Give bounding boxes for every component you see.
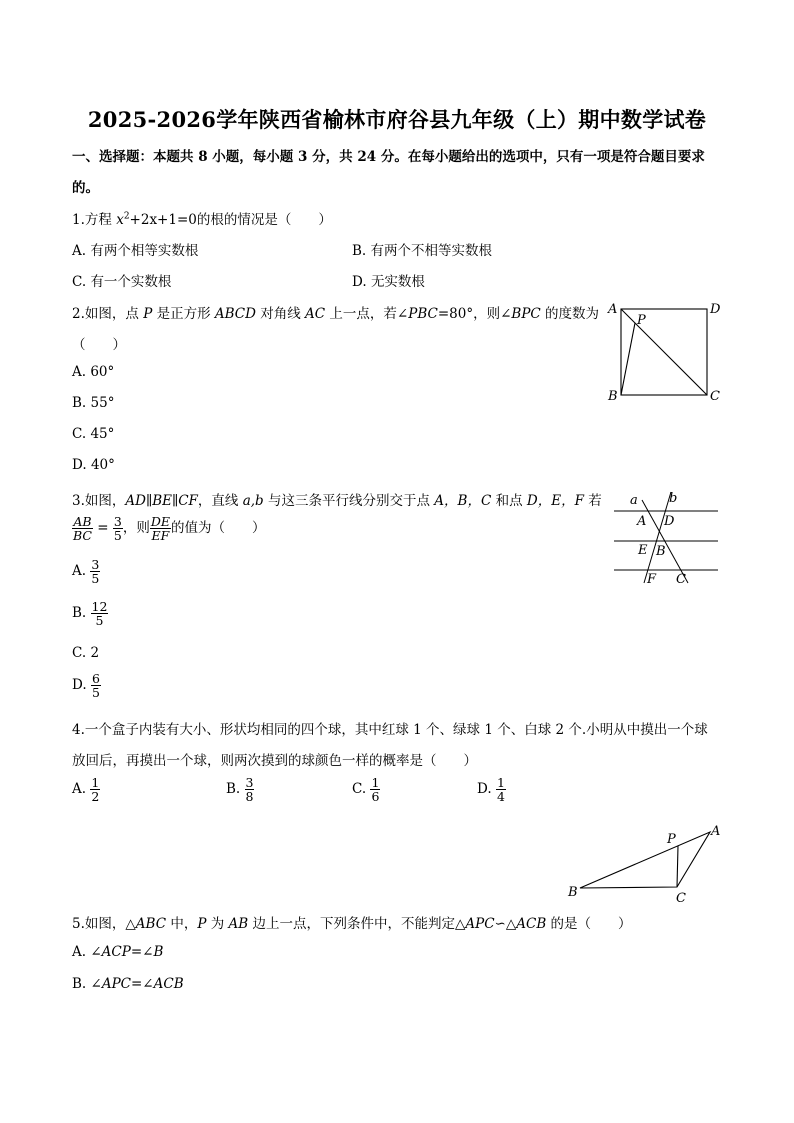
q4-option-a[interactable]: A. $\frac{1}{2}$	[72, 775, 100, 805]
label-c: C	[710, 389, 720, 404]
label-p: P	[637, 313, 646, 328]
q1-option-b[interactable]: B. 有两个不相等实数根	[352, 243, 493, 259]
q2-option-b[interactable]: B. 55°	[72, 395, 115, 411]
q3-option-c[interactable]: C. 2	[72, 645, 100, 661]
q3-stem-line2: $\frac{AB}{BC}$ = $\frac{3}{5}$ ，则 $\frac{DE}{EF}$ 的值为（ ）	[73, 514, 266, 544]
q3-stem: 3.如图，AD∥BE∥CF，直线 a,b 与这三条平行线分别交于点 A，B，C 和点 D，E，F 若	[72, 493, 602, 509]
q5-option-b[interactable]: B. ∠APC=∠ACB	[72, 976, 184, 992]
label-p: P	[667, 832, 676, 847]
q3-option-b[interactable]: B. $\frac{12}{5}$	[72, 599, 108, 629]
q2-option-d[interactable]: D. 40°	[72, 457, 115, 473]
q4-stem-line1: 4.一个盒子内装有大小、形状均相同的四个球，其中红球 1 个、绿球 1 个、白球 2 个.小明从中摸出一个球	[72, 722, 708, 738]
label-line-a: a	[630, 493, 638, 508]
label-b: B	[656, 544, 666, 559]
q1-stem: 1.方程 $x^2+2x+1=0$的根的情况是（ ）	[72, 211, 332, 228]
label-d: D	[664, 514, 675, 529]
label-b: B	[568, 885, 578, 900]
label-a: A	[711, 824, 721, 839]
fraction-ab-bc: $\frac{AB}{BC}$	[73, 514, 92, 544]
fraction-3-5: $\frac{3}{5}$	[113, 514, 122, 544]
q5-option-a[interactable]: A. ∠ACP=∠B	[72, 944, 164, 960]
q2-square-figure	[600, 296, 730, 408]
q4-option-c[interactable]: C. $\frac{1}{6}$	[352, 775, 380, 805]
q3-option-a[interactable]: A. $\frac{3}{5}$	[72, 557, 100, 587]
label-c: C	[676, 891, 686, 906]
q1-option-a[interactable]: A. 有两个相等实数根	[72, 243, 199, 259]
q2-option-a[interactable]: A. 60°	[72, 364, 115, 380]
segment-cp	[677, 846, 678, 887]
label-a: A	[637, 514, 647, 529]
q5-stem: 5.如图，△ABC 中，P 为 AB 边上一点，下列条件中，不能判定△APC∽△ACB 的是（ ）	[72, 916, 632, 932]
label-line-b: b	[669, 491, 678, 506]
page-title: 2025-2026学年陕西省榆林市府谷县九年级（上）期中数学试卷	[87, 107, 707, 132]
q2-option-c[interactable]: C. 45°	[72, 426, 115, 442]
q2-stem: 2.如图，点 P 是正方形 ABCD 对角线 AC 上一点，若∠PBC=80°，则∠BPC 的度数为	[72, 306, 600, 322]
label-a: A	[608, 302, 618, 317]
line-b	[644, 492, 671, 583]
q2-stem-line2: （ ）	[72, 337, 126, 353]
diagonal-ac	[621, 309, 707, 395]
q4-stem-line2: 放回后，再摸出一个球，则两次摸到的球颜色一样的概率是（ ）	[72, 753, 477, 769]
label-b: B	[608, 389, 618, 404]
label-d: D	[710, 302, 721, 317]
q1-option-d[interactable]: D. 无实数根	[352, 274, 425, 290]
label-f: F	[647, 572, 657, 587]
label-c: C	[676, 572, 686, 587]
segment-bp	[621, 323, 635, 395]
section-header-line1: 一、选择题：本题共 8 小题，每小题 3 分，共 24 分。在每小题给出的选项中，只有一项是符合题目要求	[72, 149, 705, 165]
fraction-de-ef: $\frac{DE}{EF}$	[150, 514, 170, 544]
q5-triangle-figure	[560, 820, 730, 906]
q4-option-d[interactable]: D. $\frac{1}{4}$	[477, 775, 505, 805]
q1-option-c[interactable]: C. 有一个实数根	[72, 274, 172, 290]
label-e: E	[638, 543, 648, 558]
q4-option-b[interactable]: B. $\frac{3}{8}$	[226, 775, 254, 805]
q3-option-d[interactable]: D. $\frac{6}{5}$	[72, 671, 100, 701]
triangle-abc	[580, 832, 710, 888]
q3-parallel-lines-figure	[608, 486, 728, 588]
section-header-line2: 的。	[72, 180, 99, 196]
